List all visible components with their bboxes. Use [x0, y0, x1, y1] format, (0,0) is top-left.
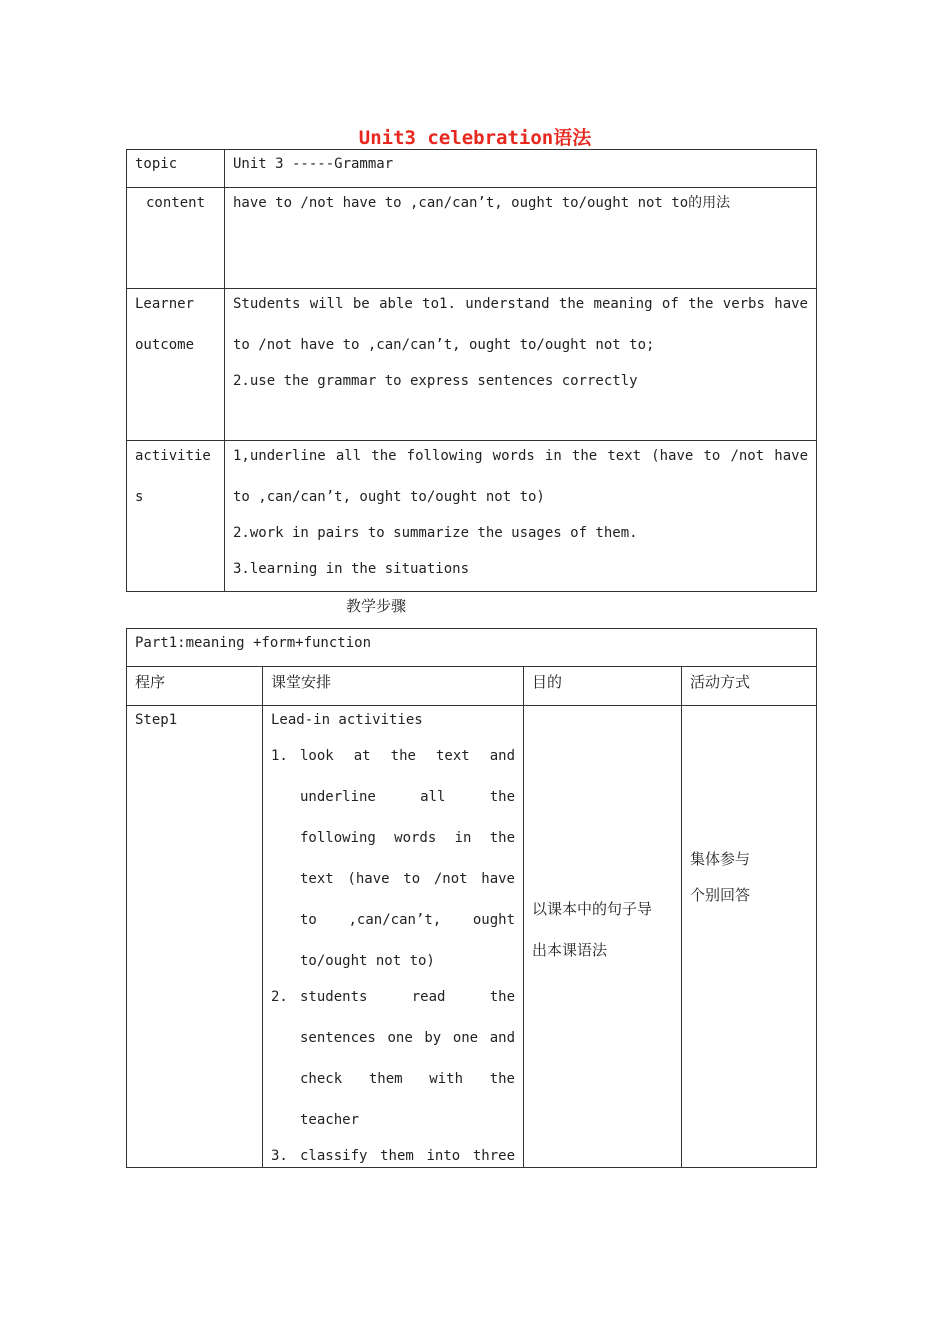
- item1-line: to/ought not to): [300, 953, 435, 969]
- outcome-label: [127, 289, 225, 441]
- topic-row: [127, 150, 817, 188]
- activities-line-3: 2.work in pairs to summarize the usages of them.: [233, 525, 638, 541]
- item1-line: look at the text and: [300, 748, 515, 764]
- method-line-1: 集体参与: [690, 850, 751, 868]
- outcome-line-2: to /not have to ,can/can’t, ought to/ought not to;: [233, 337, 655, 353]
- item1-line: underline all the: [300, 789, 515, 805]
- activities-line-2: to ,can/can’t, ought to/ought not to): [233, 489, 545, 505]
- outcome-value: [225, 289, 817, 441]
- item2-line: teacher: [300, 1112, 360, 1128]
- content-value: [225, 188, 817, 289]
- item2-line: students read the: [300, 989, 515, 1005]
- document-title: Unit3 celebration语法: [358, 127, 592, 149]
- list-item: [271, 1146, 515, 1166]
- item3-number: 3.: [271, 1148, 288, 1164]
- activities-label-line-1: activitie: [135, 448, 211, 464]
- part-header: Part1:meaning +form+function: [127, 629, 817, 667]
- item1-line: following words in the: [300, 830, 515, 846]
- lesson-info-table: [126, 149, 817, 592]
- step1-purpose: [524, 706, 682, 1168]
- content-row: [127, 188, 817, 289]
- item1-line: to ,can/can’t, ought: [300, 912, 515, 928]
- activities-value: [225, 441, 817, 592]
- header-procedure: 程序: [127, 667, 263, 706]
- item2-line: sentences one by one and: [300, 1030, 515, 1046]
- header-purpose: 目的: [524, 667, 682, 706]
- part-header-row: [127, 629, 817, 667]
- item1-number: 1.: [271, 748, 288, 764]
- method-line-2: 个别回答: [690, 886, 751, 904]
- item2-number: 2.: [271, 989, 288, 1005]
- activities-line-4: 3.learning in the situations: [233, 561, 470, 577]
- item2-line: check them with the: [300, 1071, 515, 1087]
- column-header-row: [127, 667, 817, 706]
- topic-label: topic: [127, 150, 225, 188]
- outcome-line-1: Students will be able to1. understand the meaning of the verbs have: [233, 296, 808, 312]
- topic-value: Unit 3 -----Grammar: [225, 150, 817, 188]
- header-arrangement: 课堂安排: [263, 667, 524, 706]
- content-value-text: have to /not have to ,can/can’t, ought to/ought not to的用法: [233, 195, 731, 211]
- activities-label: [127, 441, 225, 592]
- activities-row: [127, 441, 817, 592]
- step1-label: Step1: [127, 706, 263, 1168]
- steps-title: 教学步骤: [346, 597, 407, 615]
- item1-line: text (have to /not have: [300, 871, 515, 887]
- activities-line-1: 1,underline all the following words in the text (have to /not have: [233, 448, 808, 464]
- outcome-line-3: 2.use the grammar to express sentences correctly: [233, 373, 638, 389]
- teaching-steps-table: [126, 628, 817, 1168]
- outcome-row: [127, 289, 817, 441]
- outcome-label-line-1: Learner: [135, 296, 195, 312]
- outcome-label-line-2: outcome: [135, 337, 195, 353]
- purpose-line-1: 以课本中的句子导: [532, 900, 653, 918]
- step1-row: [127, 706, 817, 1168]
- list-item: [271, 987, 515, 1146]
- list-item: [271, 746, 515, 987]
- item3-line: classify them into three: [300, 1148, 515, 1164]
- lead-in-title: Lead-in activities: [271, 712, 423, 728]
- step1-arrangement: [263, 706, 524, 1168]
- activities-label-line-2: s: [135, 489, 144, 505]
- purpose-line-2: 出本课语法: [532, 941, 608, 959]
- content-label: content: [127, 188, 225, 289]
- header-method: 活动方式: [682, 667, 817, 706]
- step1-method: [682, 706, 817, 1168]
